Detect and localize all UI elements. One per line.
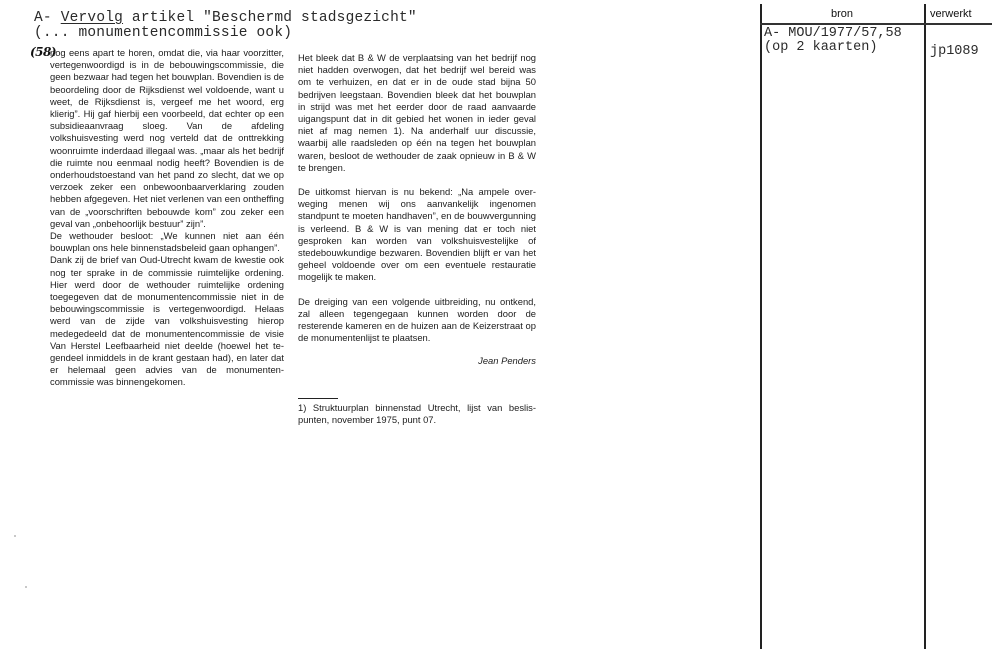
article-column-right — [298, 52, 536, 426]
register-header-processed: verwerkt — [930, 8, 972, 20]
article-paragraph: De dreiging van een volgende uitbreiding, nu ontkend, zal alleen tegengegaan kunnen worden door de resterende kameren en de huizen aan de Keizerstraat op de monumentenlijst te plaatsen. — [298, 295, 536, 344]
register-border-left — [760, 4, 762, 649]
register-source-line: (op 2 kaarten) — [764, 40, 878, 55]
header-prefix: A- — [34, 10, 61, 26]
scan-speck — [25, 586, 27, 588]
handwritten-page-mark: (58) — [30, 45, 57, 59]
footnote-divider — [298, 398, 338, 399]
footnote: 1) Struktuurplan binnenstad Utrecht, lijst van beslispunten, november 1975, punt 07. — [298, 401, 536, 425]
header-title: artikel "Beschermd stadsgezicht" — [123, 10, 417, 26]
register-header-divider — [760, 23, 992, 25]
article-paragraph: Het bleek dat B & W de verplaatsing van het bedrijf nog niet hadden overwogen, dat het bedrijf wel bereid was om te verhuizen, en dat er in de oude stad bijna 50 bedrijven leegstaan. Bovendien bleek dat het bouwplan in strijd was met het eerder door de raad aanvaarde uigangspunt dat in dit gebied het wonen in ieder geval niet af mag nemen 1). Na anderhalf uur discussie, waarbij alle raadsleden op één na tegen het bouwplan waren, besloot de wethouder de zaak opnieuw in B & W te brengen. — [298, 52, 536, 173]
register-column-divider — [924, 4, 926, 649]
article-column-left — [50, 47, 284, 389]
register-source-cell — [764, 27, 902, 55]
author-signature: Jean Penders — [478, 355, 536, 367]
scan-speck — [14, 535, 16, 537]
header-title-line — [34, 11, 417, 26]
article-paragraph: nog eens apart te horen, omdat die, via haar voorzitter, vertegenwoordigd is in de bebouwingscommissie, die geen bezwaar had tegen het bouwplan. Bovendien is de beoordeling door de Rijksdienst wel voldoende, want u weet, de Rijksdienst is, vergeef me het woord, erg klierig”. Hij gaf hierbij een voorbeeld, dat echter op een subsidieaanvraag sloeg. Van de afdeling volkshuisvesting werd nog verteld dat de onttrekking woonruimte inderdaad illegaal was. „maar als het bedrijf die ruimte nou eenmaal nodig heeft? Bovendien is de onderhoudstoestand van het pand zo slecht, dat we op verzoek zeker een onbewoonbaarverklaring zouden hebben afgegeven. Het niet verlenen van een ontheffing van de „voorschriften bebouwde kom” zou zeker een geval van „onbehoorlijk bestuur” zijn”. — [50, 47, 284, 229]
register-source-line: A- MOU/1977/57,58 — [764, 26, 902, 41]
register-processed-cell: jp1089 — [930, 44, 979, 59]
register-header-source: bron — [830, 8, 854, 20]
article-paragraph: De wethouder besloot: „We kunnen niet aan één bouwplan ons hele binnenstadsbeleid gaan ophangen”. — [50, 230, 284, 254]
document-header — [34, 11, 417, 41]
article-paragraph: Dank zij de brief van Oud-Utrecht kwam de kwestie ook nog ter sprake in de commissie ruimtelijke ordening. Hier werd door de wethouder ruimtelijke ordening toegegeven dat de monumentencommissie niet in de bebouwingscommissie is vertegenwoordigd. Helaas werd van de zijde van volkshuisvesting hierop medegedeeld dat de monumentencommissie de visie Van Herstel Leefbaarheid niet deelde (hoewel het tegendeel inmiddels in de krant gestaan had), en later dat er helemaal geen advies van de monumentencommissie was binnengekomen. — [50, 254, 284, 388]
article-paragraph: De uitkomst hiervan is nu bekend: „Na ampele overweging menen wij ons aanvankelijk ingenomen standpunt te moeten handhaven”, en de bouwvergunning is verleend. B & W is van mening dat er toch niet gesproken kan worden van volkshuisvestelijke of stedebouwkundige bezwaren. Bovendien blijft er van het geheel voldoende over om een eventuele restauratie mogelijk te maken. — [298, 186, 536, 283]
header-subtitle: (... monumentencommissie ook) — [34, 25, 293, 41]
header-underlined-word: Vervolg — [60, 10, 124, 26]
